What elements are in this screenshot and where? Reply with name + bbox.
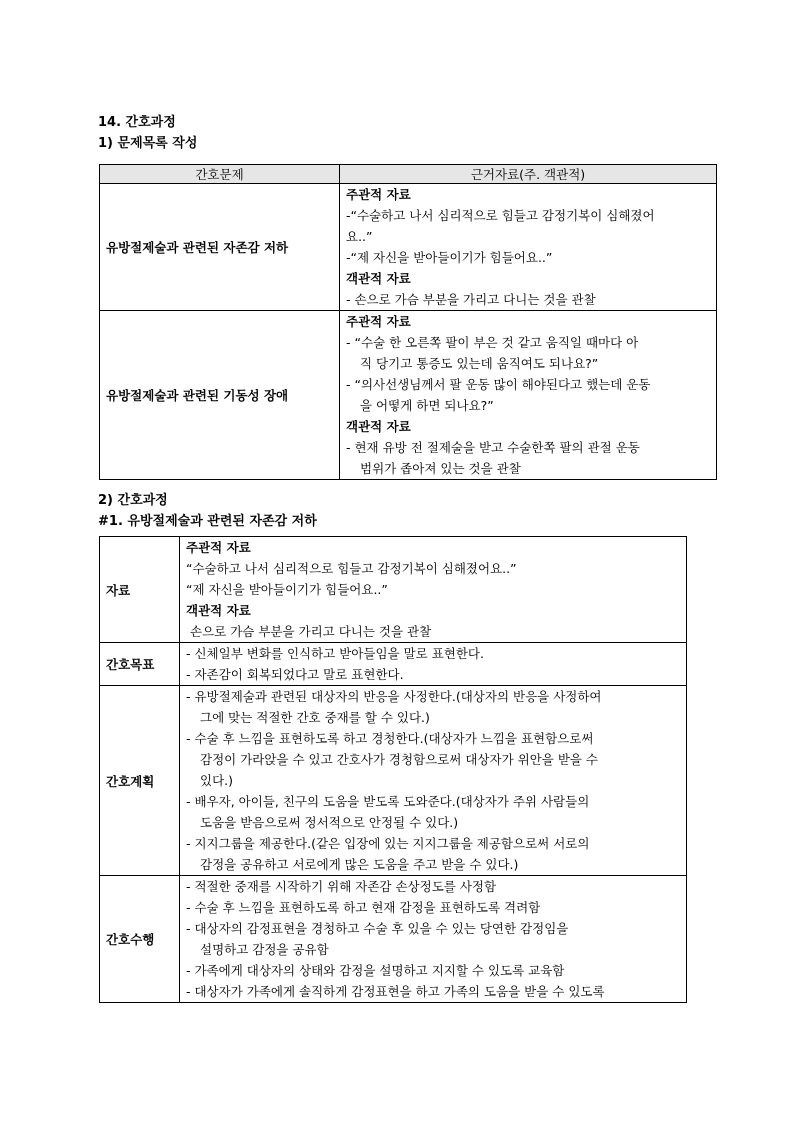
data-label: 자료 bbox=[100, 537, 180, 643]
plan-line: 감정을 공유하고 서로에게 많은 도움을 주고 받을 수 있다.) bbox=[200, 857, 519, 872]
table-row bbox=[100, 537, 687, 643]
action-label: 간호수행 bbox=[100, 876, 180, 1003]
action-line: - 대상자의 감정표현을 경청하고 수술 후 있을 수 있는 당연한 감정임을 bbox=[186, 921, 569, 936]
objective-label: 객관적 자료 bbox=[346, 419, 411, 434]
evidence-line: 직 당기고 통증도 있는데 움직여도 되나요?” bbox=[360, 356, 599, 371]
table-row bbox=[100, 311, 717, 480]
subjective-label: 주관적 자료 bbox=[346, 314, 411, 329]
plan-cell bbox=[180, 686, 687, 876]
problem-list-title: 1) 문제목록 작성 bbox=[98, 136, 198, 151]
evidence-line: - “의사선생님께서 팔 운동 많이 해야된다고 했는데 운동 bbox=[346, 377, 651, 392]
evidence-line: - 손으로 가슴 부분을 가리고 다니는 것을 관찰 bbox=[346, 292, 596, 307]
evidence-line: 요..” bbox=[346, 229, 373, 244]
plan-line: - 수술 후 느낌을 표현하도록 하고 경청한다.(대상자가 느낌을 표현함으로써 bbox=[186, 731, 594, 746]
problem-list-table bbox=[99, 164, 717, 480]
goal-line: - 자존감이 회복되었다고 말로 표현한다. bbox=[186, 667, 404, 682]
header-evidence: 근거자료(주. 객관적) bbox=[340, 165, 717, 184]
goal-line: - 신체일부 변화를 인식하고 받아들임을 말로 표현한다. bbox=[186, 646, 484, 661]
care-plan-table bbox=[99, 536, 687, 1003]
evidence-line: 범위가 좁아져 있는 것을 관찰 bbox=[360, 461, 521, 476]
evidence-cell bbox=[340, 184, 717, 311]
evidence-line: -“수술하고 나서 심리적으로 힘들고 감정기복이 심해졌어 bbox=[346, 208, 655, 223]
subjective-label: 주관적 자료 bbox=[186, 540, 251, 555]
objective-label: 객관적 자료 bbox=[346, 271, 411, 286]
data-cell bbox=[180, 537, 687, 643]
diagnosis-title: #1. 유방절제술과 관련된 자존감 저하 bbox=[98, 514, 317, 529]
plan-line: - 배우자, 아이들, 친구의 도움을 받도록 도와준다.(대상자가 주위 사람들의 bbox=[186, 794, 590, 809]
evidence-cell bbox=[340, 311, 717, 480]
action-line: - 수술 후 느낌을 표현하도록 하고 현재 감정을 표현하도록 격려함 bbox=[186, 900, 541, 915]
goal-cell bbox=[180, 643, 687, 686]
plan-line: - 유방절제술과 관련된 대상자의 반응을 사정한다.(대상자의 반응을 사정하여 bbox=[186, 689, 602, 704]
evidence-line: -“제 자신을 받아들이기가 힘들어요..” bbox=[346, 250, 553, 265]
table-row bbox=[100, 643, 687, 686]
problem-cell: 유방절제술과 관련된 자존감 저하 bbox=[100, 184, 340, 311]
nursing-process-title: 2) 간호과정 bbox=[98, 493, 168, 508]
action-line: - 대상자가 가족에게 솔직하게 감정표현을 하고 가족의 도움을 받을 수 있도록 bbox=[186, 984, 605, 999]
problem-cell: 유방절제술과 관련된 기동성 장애 bbox=[100, 311, 340, 480]
data-line: “제 자신을 받아들이기가 힘들어요..” bbox=[186, 582, 388, 597]
data-line: 손으로 가슴 부분을 가리고 다니는 것을 관찰 bbox=[190, 624, 432, 639]
plan-line: 감정이 가라앉을 수 있고 간호사가 경청함으로써 대상자가 위안을 받을 수 bbox=[200, 752, 599, 767]
plan-line: - 지지그룹을 제공한다.(같은 입장에 있는 지지그룹을 제공함으로써 서로의 bbox=[186, 836, 590, 851]
objective-label: 객관적 자료 bbox=[186, 603, 251, 618]
subjective-label: 주관적 자료 bbox=[346, 187, 411, 202]
action-line: 설명하고 감정을 공유함 bbox=[200, 942, 329, 957]
goal-label: 간호목표 bbox=[100, 643, 180, 686]
section-title: 14. 간호과정 bbox=[98, 115, 176, 130]
action-line: - 가족에게 대상자의 상태와 감정을 설명하고 지지할 수 있도록 교육함 bbox=[186, 963, 565, 978]
header-problem: 간호문제 bbox=[100, 165, 340, 184]
data-line: “수술하고 나서 심리적으로 힘들고 감정기복이 심해졌어요..” bbox=[186, 561, 517, 576]
action-cell bbox=[180, 876, 687, 1003]
evidence-line: 을 어떻게 하면 되나요?” bbox=[360, 398, 494, 413]
plan-line: 있다.) bbox=[200, 773, 234, 788]
plan-line: 그에 맞는 적절한 간호 중재를 할 수 있다.) bbox=[200, 710, 430, 725]
evidence-line: - 현재 유방 전 절제술을 받고 수술한쪽 팔의 관절 운동 bbox=[346, 440, 640, 455]
plan-line: 도움을 받음으로써 정서적으로 안정될 수 있다.) bbox=[200, 815, 459, 830]
table-row bbox=[100, 686, 687, 876]
action-line: - 적절한 중재를 시작하기 위해 자존감 손상정도를 사정함 bbox=[186, 879, 497, 894]
table-row bbox=[100, 184, 717, 311]
evidence-line: - “수술 한 오른쪽 팔이 부은 것 같고 움직일 때마다 아 bbox=[346, 335, 639, 350]
table-row bbox=[100, 876, 687, 1003]
plan-label: 간호계획 bbox=[100, 686, 180, 876]
